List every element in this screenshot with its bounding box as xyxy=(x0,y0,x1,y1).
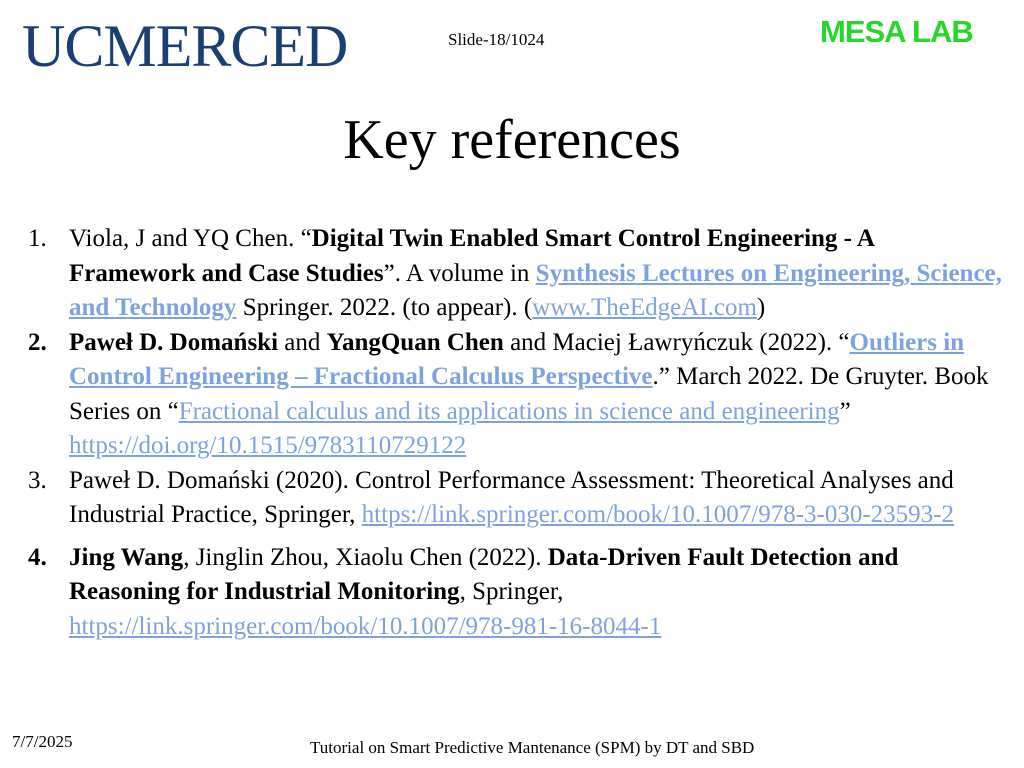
ref-website-link[interactable]: www.TheEdgeAI.com xyxy=(532,294,757,321)
reference-number: 2. xyxy=(28,328,47,356)
ref-text: Paweł D. Domański (2020). Control Performance Assessment: Theoretical Analyses and Industrial Practice, Springer, xyxy=(69,466,954,528)
ref-text: ” xyxy=(839,397,851,425)
ref-series-link[interactable]: Fractional calculus and its applications in science and engineering xyxy=(178,397,840,425)
slide-title: Key references xyxy=(343,109,681,171)
ref-author: Paweł D. Domański xyxy=(69,328,279,356)
slide-date: 7/7/2025 xyxy=(12,732,73,751)
slide-footer: Tutorial on Smart Predictive Mantenance (SPM) by DT and SBD xyxy=(310,738,755,757)
ref-text: , Springer, xyxy=(459,578,564,605)
ref-author: YangQuan Chen xyxy=(326,328,504,356)
ref-text: and xyxy=(278,328,327,356)
ucmerced-logo xyxy=(22,13,348,79)
ref-text: and Maciej Ławryńczuk (2022). “ xyxy=(503,328,850,356)
ref-book-link[interactable]: Outliers in Control Engineering – Fractional Calculus Perspective xyxy=(69,328,965,390)
ref-text: .” March 2022. De Gruyter. Book Series on “ xyxy=(69,363,989,425)
reference-item-1 xyxy=(28,222,1003,326)
ref-text: ”. A volume in xyxy=(383,259,536,287)
ref-author: Jing Wang xyxy=(69,543,184,571)
reference-number: 4. xyxy=(28,543,47,571)
ref-springer-link[interactable]: https://link.springer.com/book/10.1007/978-981-16-8044-1 xyxy=(69,612,662,640)
ref-text: ) xyxy=(756,294,766,321)
reference-list xyxy=(28,222,1003,644)
ref-doi-link[interactable]: https://doi.org/10.1515/9783110729122 xyxy=(69,432,467,459)
reference-item-4 xyxy=(28,541,1003,645)
reference-number: 1. xyxy=(28,225,47,252)
slide-number: Slide-18/1024 xyxy=(448,30,545,49)
mesa-lab-logo: MESA LAB xyxy=(820,14,973,49)
ref-series-link[interactable]: Synthesis Lectures on Engineering, Science, and Technology xyxy=(69,259,1002,321)
ref-book-title: Digital Twin Enabled Smart Control Engineering - A Framework and Case Studies xyxy=(69,225,874,287)
ref-text: Viola, J and YQ Chen. “ xyxy=(69,225,312,252)
reference-number: 3. xyxy=(28,466,47,494)
ref-text: , Jinglin Zhou, Xiaolu Chen (2022). xyxy=(183,543,548,571)
ref-springer-link[interactable]: https://link.springer.com/book/10.1007/978-3-030-23593-2 xyxy=(361,501,954,528)
reference-item-2 xyxy=(28,326,1003,464)
ref-text: Springer. 2022. (to appear). ( xyxy=(236,294,533,321)
reference-item-3 xyxy=(28,464,1003,533)
ref-book-title: Data-Driven Fault Detection and Reasoning for Industrial Monitoring xyxy=(69,543,899,605)
ucmerced-logo-text: UCMERCED xyxy=(22,13,348,79)
